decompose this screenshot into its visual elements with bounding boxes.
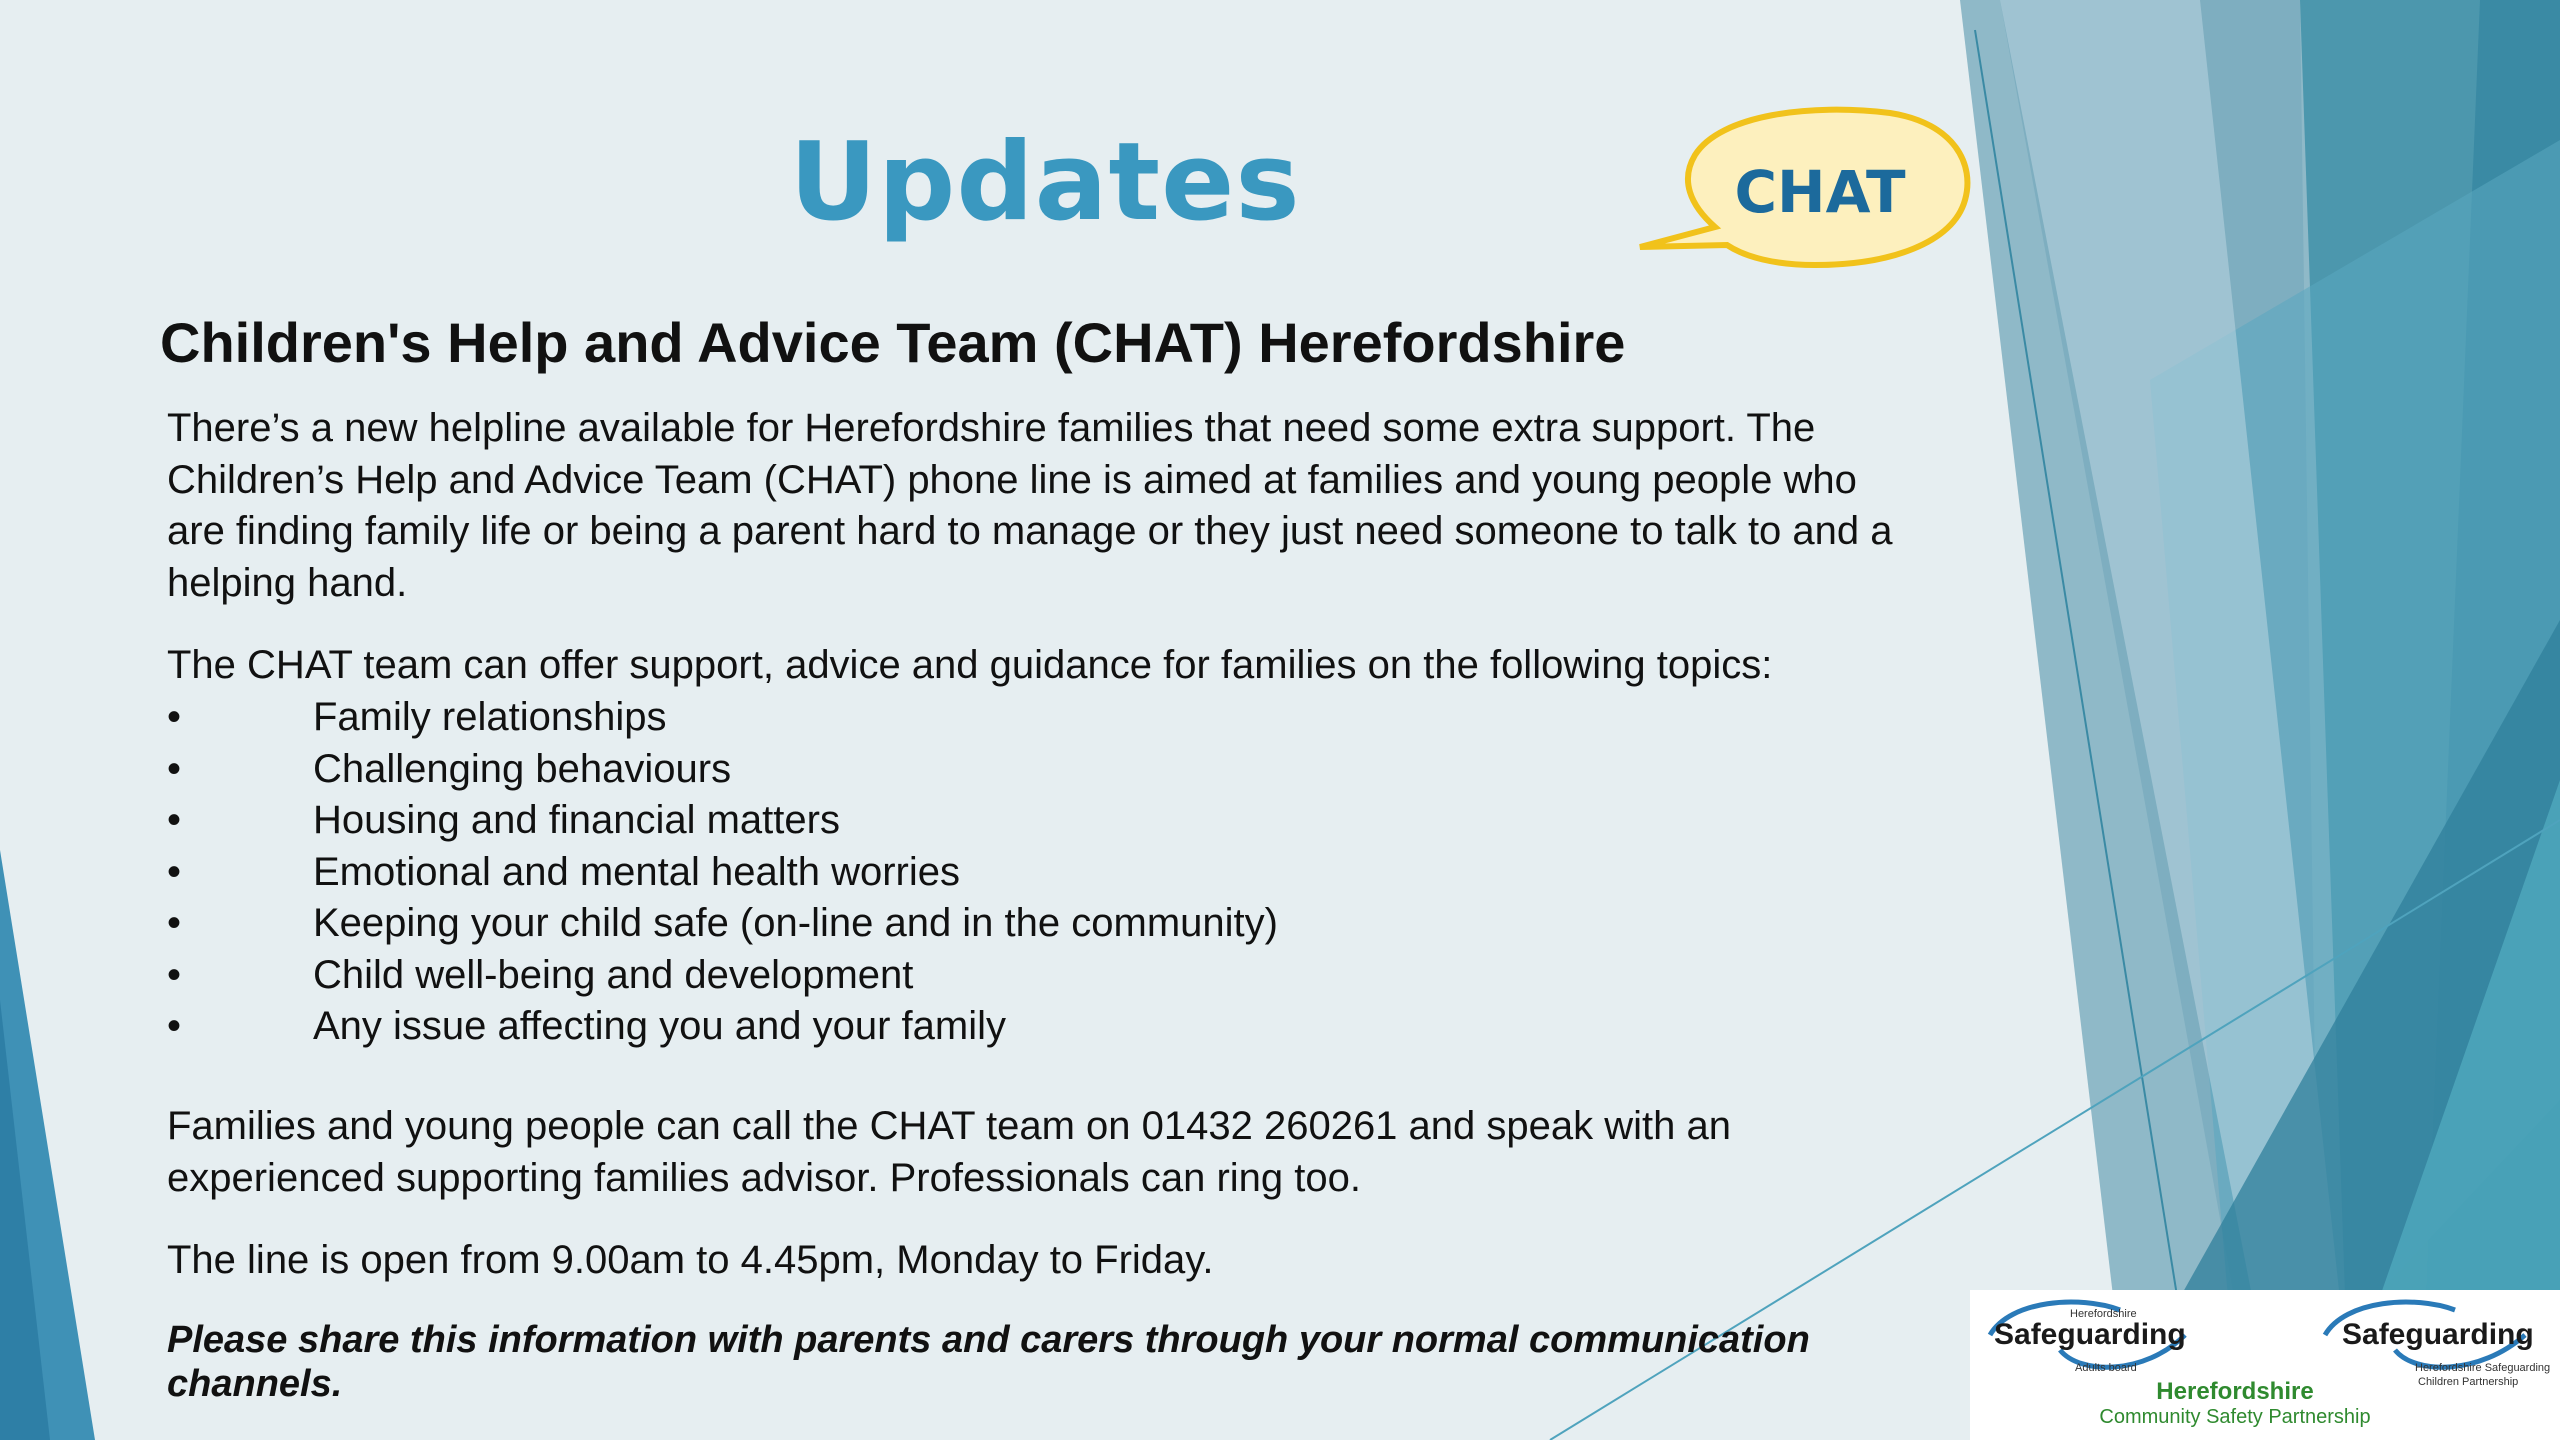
logo-right-sub-1: Herefordshire Safeguarding: [2415, 1362, 2551, 1374]
topic-label: Challenging behaviours: [313, 746, 732, 791]
topic-label: Housing and financial matters: [313, 798, 840, 842]
topic-label: Child well-being and development: [313, 952, 914, 997]
share-paragraph: Please share this information with parents and carers through your normal communication channels.: [167, 1319, 1810, 1405]
bullet: •: [167, 695, 182, 739]
topic-label: Any issue affecting you and your family: [313, 1004, 1006, 1048]
list-item: [167, 847, 1278, 899]
chat-bubble-label: CHAT: [1734, 158, 1906, 226]
logo-right-sub-2: Children Partnership: [2418, 1376, 2519, 1388]
logo-left-sub: Adults board: [2075, 1362, 2137, 1374]
logo-center-sub: Community Safety Partnership: [2099, 1406, 2371, 1428]
bullet: •: [167, 849, 182, 894]
topics-intro-paragraph: The CHAT team can offer support, advice and guidance for families on the following topics:: [167, 643, 1773, 687]
logo-left-top-text: Herefordshire: [2070, 1308, 2137, 1320]
topic-label: Emotional and mental health worries: [313, 849, 961, 894]
call-paragraph: Families and young people can call the CHAT team on 01432 260261 and speak with an experienced supporting families advisor. Professionals can ring too.: [167, 1104, 1731, 1200]
topic-label: Family relationships: [313, 695, 667, 739]
list-item: [167, 950, 1278, 1002]
section-heading: Children's Help and Advice Team (CHAT) Herefordshire: [160, 311, 1626, 374]
bullet: •: [167, 798, 182, 842]
list-item: [167, 795, 1278, 847]
topic-label: Keeping your child safe (on-line and in the community): [313, 901, 1278, 945]
logo-left-main: Safeguarding: [1994, 1318, 2186, 1351]
list-item: [167, 744, 1278, 796]
partner-logos: [1970, 1290, 2560, 1440]
logo-center-title: Herefordshire: [2156, 1378, 2314, 1405]
bullet: •: [167, 746, 182, 791]
bullet: •: [167, 901, 182, 945]
hours-paragraph: The line is open from 9.00am to 4.45pm, Monday to Friday.: [167, 1238, 1214, 1282]
bullet: •: [167, 1004, 182, 1048]
intro-paragraph: There’s a new helpline available for Herefordshire families that need some extra support. The Children’s Help and Advice Team (CHAT) phone line is aimed at families and young people who are finding family life or being a parent hard to manage or they just need someone to talk to and a helping hand.: [167, 406, 1893, 605]
list-item: [167, 1001, 1278, 1053]
list-item: [167, 898, 1278, 950]
page-title: Updates: [789, 120, 1301, 245]
topics-list: [167, 692, 1278, 1053]
list-item: [167, 692, 1278, 744]
logo-right-main: Safeguarding: [2342, 1318, 2534, 1351]
bullet: •: [167, 952, 182, 997]
